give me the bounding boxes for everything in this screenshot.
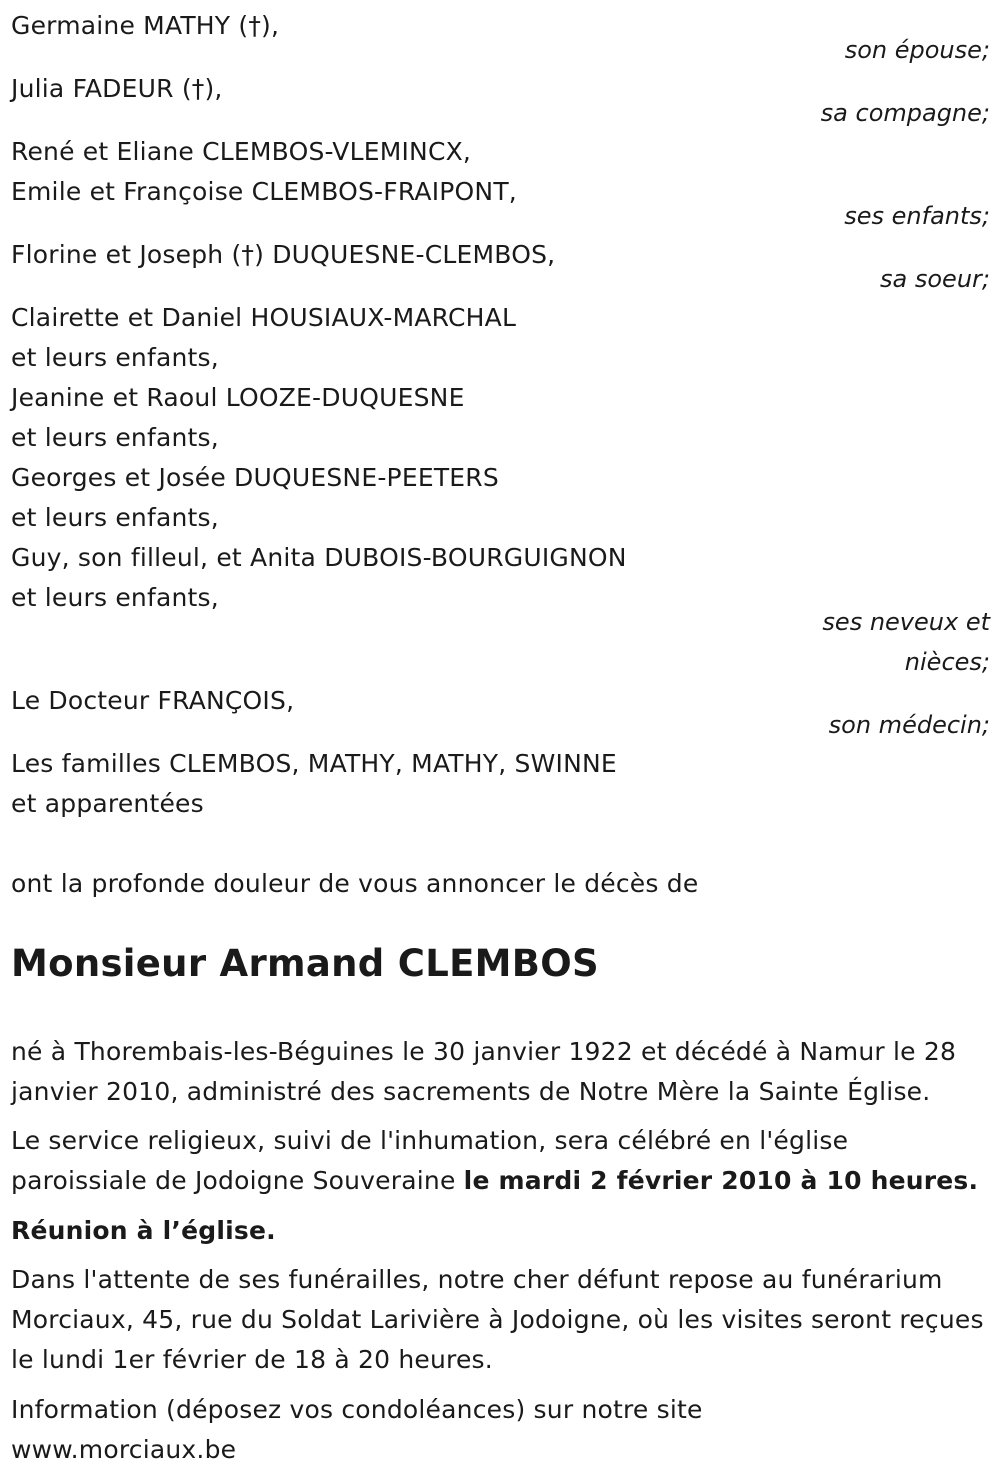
family-line-nephew-3-children: et leurs enfants, bbox=[11, 503, 219, 532]
role-nephews-line-1: ses neveux et bbox=[822, 608, 990, 636]
role-companion: sa compagne; bbox=[820, 99, 990, 127]
role-doctor: son médecin; bbox=[828, 711, 990, 739]
meeting-notice: Réunion à l’église. bbox=[11, 1216, 276, 1245]
family-line-child-2: Emile et Françoise CLEMBOS-FRAIPONT, bbox=[11, 177, 517, 206]
family-line-sister: Florine et Joseph (†) DUQUESNE-CLEMBOS, bbox=[11, 240, 556, 269]
deceased-name: Monsieur Armand CLEMBOS bbox=[11, 942, 599, 985]
service-text: Le service religieux, suivi de l'inhumation, sera célébré en l'église paroissiale de Jodoigne Souveraine bbox=[11, 1126, 849, 1195]
family-line-nephew-2: Jeanine et Raoul LOOZE-DUQUESNE bbox=[11, 383, 465, 412]
family-line-nephew-1-children: et leurs enfants, bbox=[11, 343, 219, 372]
service-paragraph bbox=[11, 1121, 991, 1201]
family-line-child-1: René et Eliane CLEMBOS-VLEMINCX, bbox=[11, 137, 472, 166]
service-date: le mardi 2 février 2010 à 10 heures. bbox=[463, 1166, 979, 1195]
role-sister: sa soeur; bbox=[880, 265, 990, 293]
info-paragraph: Information (déposez vos condoléances) sur notre site www.morciaux.be bbox=[11, 1395, 703, 1464]
family-line-nephew-2-children: et leurs enfants, bbox=[11, 423, 219, 452]
role-nephews-line-2: nièces; bbox=[904, 648, 990, 676]
family-line-nephew-1: Clairette et Daniel HOUSIAUX-MARCHAL bbox=[11, 303, 517, 332]
family-line-nephew-3: Georges et Josée DUQUESNE-PEETERS bbox=[11, 463, 499, 492]
visits-paragraph: Dans l'attente de ses funérailles, notre cher défunt repose au funérarium Morciaux, 45, rue du Soldat Larivière à Jodoigne, où les visites seront reçues le lundi 1er février de 18 à 20 heures. bbox=[11, 1265, 984, 1374]
family-line-nephew-4: Guy, son filleul, et Anita DUBOIS-BOURGUIGNON bbox=[11, 543, 627, 572]
announcement-text: ont la profonde douleur de vous annoncer le décès de bbox=[11, 869, 699, 898]
role-children: ses enfants; bbox=[844, 202, 990, 230]
family-line-nephew-4-children: et leurs enfants, bbox=[11, 583, 219, 612]
birth-death-paragraph: né à Thorembais-les-Béguines le 30 janvier 1922 et décédé à Namur le 28 janvier 2010, administré des sacrements de Notre Mère la Sainte Église. bbox=[11, 1037, 957, 1106]
family-line-companion: Julia FADEUR (†), bbox=[11, 74, 223, 103]
family-line-relatives: et apparentées bbox=[11, 789, 204, 818]
role-spouse: son épouse; bbox=[844, 36, 990, 64]
family-line-doctor: Le Docteur FRANÇOIS, bbox=[11, 686, 295, 715]
family-line-spouse: Germaine MATHY (†), bbox=[11, 11, 280, 40]
family-line-families: Les familles CLEMBOS, MATHY, MATHY, SWINNE bbox=[11, 749, 617, 778]
